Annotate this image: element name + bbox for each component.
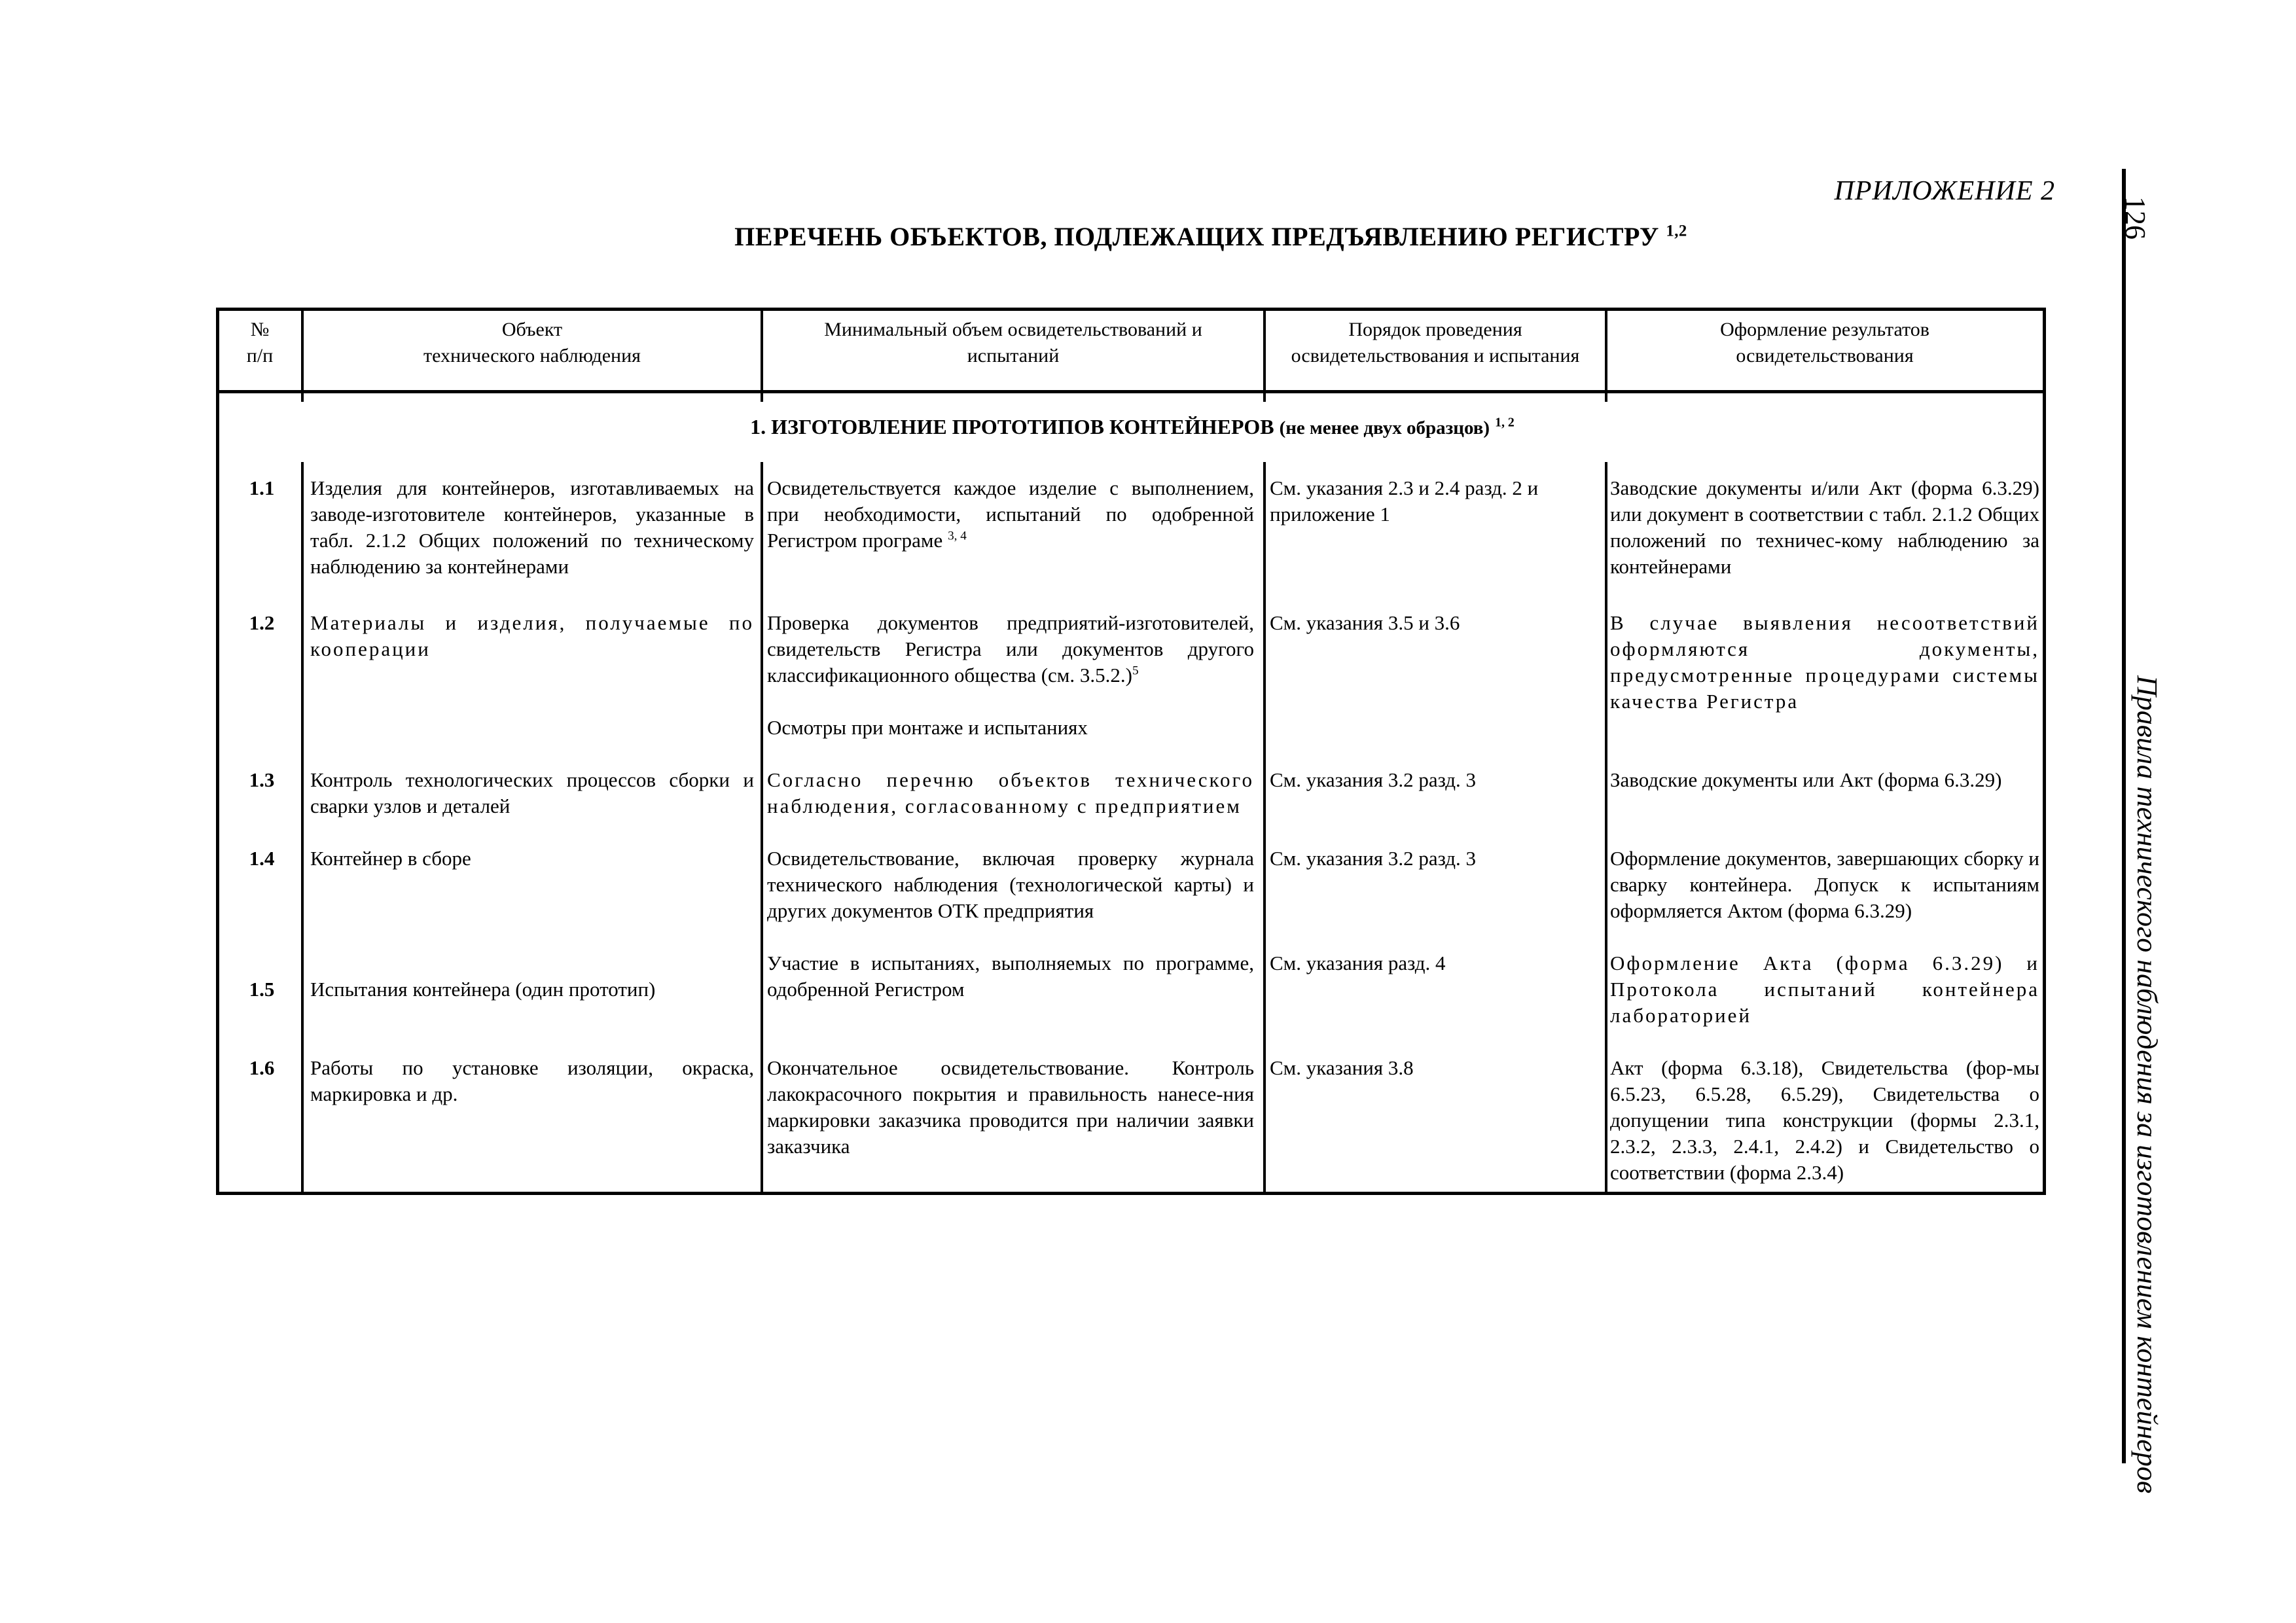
row-scope: Согласно перечню объектов технического наблюдения, согласованному с предприятием — [767, 768, 1254, 817]
page-title — [655, 221, 1767, 252]
header-procedure-line1: Порядок проведения — [1348, 319, 1522, 340]
page-number: 126 — [2119, 196, 2151, 240]
row-result: Заводские документы или Акт (форма 6.3.29) — [1610, 768, 2002, 791]
row-result: Оформление документов, завершающих сборку и сварку контейнера. Допуск к испытаниям оформляется Актом (форма 6.3.29) — [1610, 847, 2039, 922]
row-number: 1.6 — [249, 1056, 275, 1079]
row-scope-extra: Осмотры при монтаже и испытаниях — [767, 716, 1088, 739]
row-procedure: См. указания 3.2 разд. 3 — [1270, 847, 1477, 870]
row-scope: Участие в испытаниях, выполняемых по программе, одобренной Регистром — [767, 952, 1254, 1001]
row-scope-text: Проверка документов предприятий-изготовителей, свидетельств Регистра или документов другого классификационного общества (см. 3.5.2.) — [767, 611, 1254, 687]
row-scope — [767, 610, 1254, 688]
header-procedure-line2: освидетельствования и испытания — [1291, 345, 1580, 366]
row-result: В случае выявления несоответствий оформляются документы, предусмотренные процедурами системы качества Регистра — [1610, 611, 2039, 713]
table-header-divider — [216, 390, 2046, 393]
row-scope — [767, 475, 1254, 554]
side-rule — [2122, 169, 2126, 1463]
row-object: Материалы и изделия, получаемые по кооперации — [310, 611, 754, 660]
page-title-text: ПЕРЕЧЕНЬ ОБЪЕКТОВ, ПОДЛЕЖАЩИХ ПРЕДЪЯВЛЕНИЮ РЕГИСТРУ — [734, 222, 1659, 251]
row-object: Работы по установке изоляции, окраска, маркировка и др. — [310, 1056, 754, 1105]
section-note: (не менее двух образцов) — [1279, 418, 1490, 438]
column-divider — [761, 462, 763, 1195]
scope-footnote-ref: 3, 4 — [948, 529, 967, 543]
column-divider — [301, 462, 304, 1195]
title-footnote-ref: 1,2 — [1666, 222, 1687, 240]
header-scope-line1: Минимальный объем освидетельствований и — [824, 319, 1202, 340]
header-scope — [763, 317, 1263, 369]
header-num-line1: № — [250, 319, 270, 340]
header-result-line2: освидетельствования — [1736, 345, 1914, 366]
header-num-line2: п/п — [246, 345, 274, 366]
row-number: 1.2 — [249, 611, 275, 634]
section-footnote-ref: 1, 2 — [1495, 415, 1515, 430]
column-divider — [1605, 462, 1607, 1195]
row-object: Испытания контейнера (один прототип) — [310, 978, 656, 1001]
row-result: Заводские документы и/или Акт (форма 6.3.29) или документ в соответствии с табл. 2.1.2 Общих положений по техничес-кому наблюдению за контейнерами — [1610, 476, 2039, 578]
row-result: Оформление Акта (форма 6.3.29) и Протокола испытаний контейнера лабораторией — [1610, 952, 2039, 1027]
header-result — [1607, 317, 2042, 369]
row-scope: Освидетельствование, включая проверку журнала технического наблюдения (технологической карты) и других документов ОТК предприятия — [767, 847, 1254, 922]
header-object-line1: Объект — [501, 319, 563, 340]
row-scope-text: Освидетельствуется каждое изделие с выполнением, при необходимости, испытаний по одобренной Регистром програме — [767, 476, 1254, 552]
section-title — [223, 415, 2042, 439]
running-title: Правила технического наблюдения за изготовлением контейнеров — [2131, 675, 2163, 1493]
row-object: Контроль технологических процессов сборки и сварки узлов и деталей — [310, 768, 754, 817]
header-scope-line2: испытаний — [967, 345, 1060, 366]
row-procedure: См. указания 3.5 и 3.6 — [1270, 611, 1460, 634]
row-procedure: См. указания 3.8 — [1270, 1056, 1414, 1079]
header-object — [304, 317, 761, 369]
scope-footnote-ref: 5 — [1132, 664, 1139, 678]
row-procedure: См. указания разд. 4 — [1270, 952, 1446, 974]
header-num — [220, 317, 300, 369]
row-number: 1.5 — [249, 978, 275, 1001]
row-object: Изделия для контейнеров, изготавливаемых на заводе-изготовителе контейнеров, указанные в табл. 2.1.2 Общих положений по техническому наблюдению за контейнерами — [310, 476, 754, 578]
row-number: 1.1 — [249, 476, 275, 499]
row-object: Контейнер в сборе — [310, 847, 471, 870]
section-title-text: 1. ИЗГОТОВЛЕНИЕ ПРОТОТИПОВ КОНТЕЙНЕРОВ — [750, 415, 1274, 438]
row-procedure: См. указания 2.3 и 2.4 разд. 2 и приложение 1 — [1270, 476, 1539, 526]
header-result-line1: Оформление результатов — [1720, 319, 1929, 340]
column-divider — [1263, 462, 1266, 1195]
appendix-label: ПРИЛОЖЕНИЕ 2 — [1834, 176, 2055, 206]
header-procedure — [1266, 317, 1605, 369]
row-number: 1.4 — [249, 847, 275, 870]
row-procedure: См. указания 3.2 разд. 3 — [1270, 768, 1477, 791]
header-object-line2: технического наблюдения — [423, 345, 641, 366]
row-scope: Окончательное освидетельствование. Контроль лакокрасочного покрытия и правильность нанесе-ния маркировки заказчика проводится при наличии заявки заказчика — [767, 1056, 1254, 1158]
row-number: 1.3 — [249, 768, 275, 791]
row-result: Акт (форма 6.3.18), Свидетельства (фор-мы 6.5.23, 6.5.28, 6.5.29), Свидетельства о допущении типа конструкции (формы 2.3.1, 2.3.2, 2.3.3, 2.4.1, 2.4.2) и Свидетельство о соответствии (форма 2.3.4) — [1610, 1056, 2039, 1184]
